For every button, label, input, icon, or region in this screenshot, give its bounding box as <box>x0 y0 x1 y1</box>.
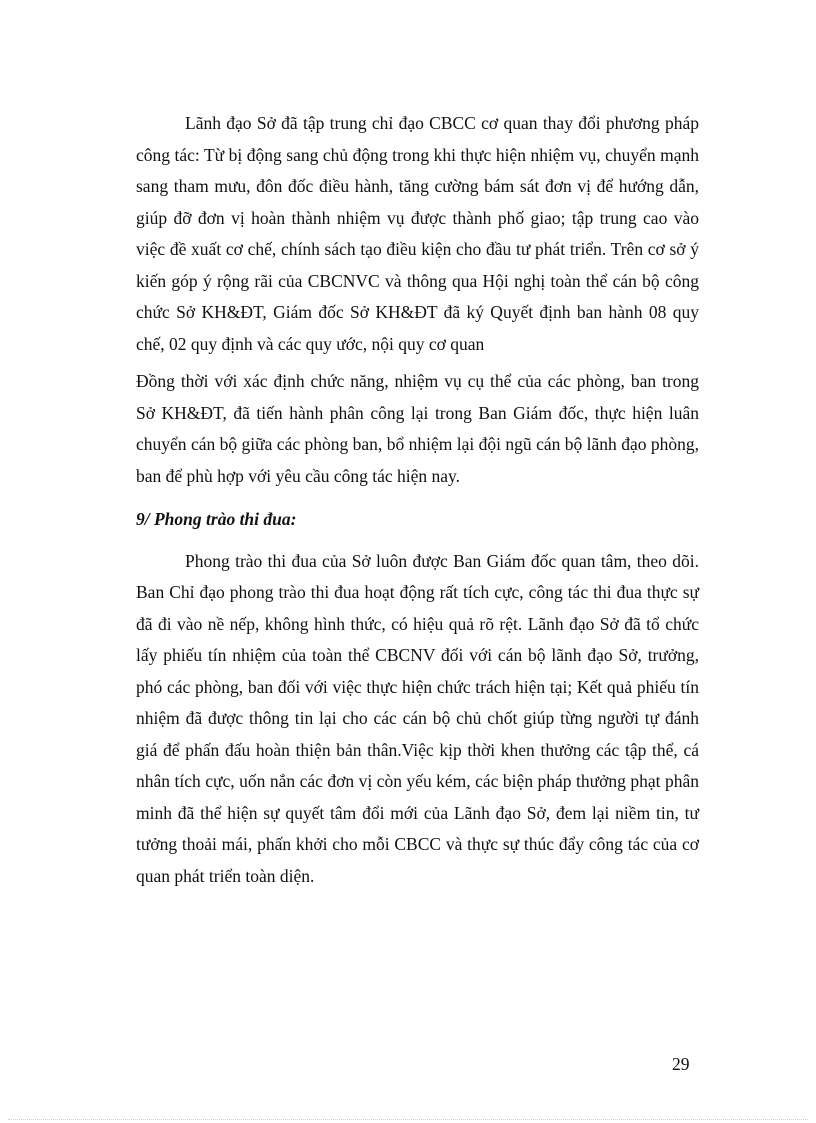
page-number: 29 <box>672 1054 690 1074</box>
document-page <box>136 108 699 892</box>
paragraph-functions-assignments: Đồng thời với xác định chức năng, nhiệm vụ cụ thể của các phòng, ban trong Sở KH&ĐT, đã tiến hành phân công lại trong Ban Giám đốc, thực hiện luân chuyển cán bộ giữa các phòng ban, bổ nhiệm lại đội ngũ cán bộ lãnh đạo phòng, ban để phù hợp với yêu cầu công tác hiện nay. <box>136 371 699 486</box>
section-heading-emulation-movement: 9/ Phong trào thi đua: <box>136 509 297 529</box>
paragraph-emulation-movement: Phong trào thi đua của Sở luôn được Ban Giám đốc quan tâm, theo dõi. Ban Chỉ đạo phong trào thi đua hoạt động rất tích cực, công tác thi đua thực sự đã đi vào nề nếp, không hình thức, có hiệu quả rõ rệt. Lãnh đạo Sở đã tổ chức lấy phiếu tín nhiệm của toàn thể CBCNV đối với cán bộ lãnh đạo Sở, trưởng, phó các phòng, ban đối với việc thực hiện chức trách hiện tại; Kết quả phiếu tín nhiệm đã được thông tin lại cho các cán bộ chủ chốt giúp từng người tự đánh giá để phấn đấu hoàn thiện bản thân.Việc kịp thời khen thưởng các tập thể, cá nhân tích cực, uốn nắn các đơn vị còn yếu kém, các biện pháp thưởng phạt phân minh đã thể hiện sự quyết tâm đổi mới của Lãnh đạo Sở, đem lại niềm tin, tư tưởng thoải mái, phấn khởi cho mỗi CBCC và thực sự thúc đẩy công tác của cơ quan phát triển toàn diện. <box>136 550 699 886</box>
page-bottom-divider <box>8 1119 808 1120</box>
paragraph-working-methods: Lãnh đạo Sở đã tập trung chỉ đạo CBCC cơ quan thay đổi phương pháp công tác: Từ bị động sang chủ động trong khi thực hiện nhiệm vụ, chuyển mạnh sang tham mưu, đôn đốc điều hành, tăng cường bám sát đơn vị để hướng dẫn, giúp đỡ đơn vị hoàn thành nhiệm vụ được thành phố giao; tập trung cao vào việc đề xuất cơ chế, chính sách tạo điều kiện cho đầu tư phát triển. Trên cơ sở ý kiến góp ý rộng rãi của CBCNVC và thông qua Hội nghị toàn thể cán bộ công chức Sở KH&ĐT, Giám đốc Sở KH&ĐT đã ký Quyết định ban hành 08 quy chế, 02 quy định và các quy ước, nội quy cơ quan <box>136 113 699 354</box>
